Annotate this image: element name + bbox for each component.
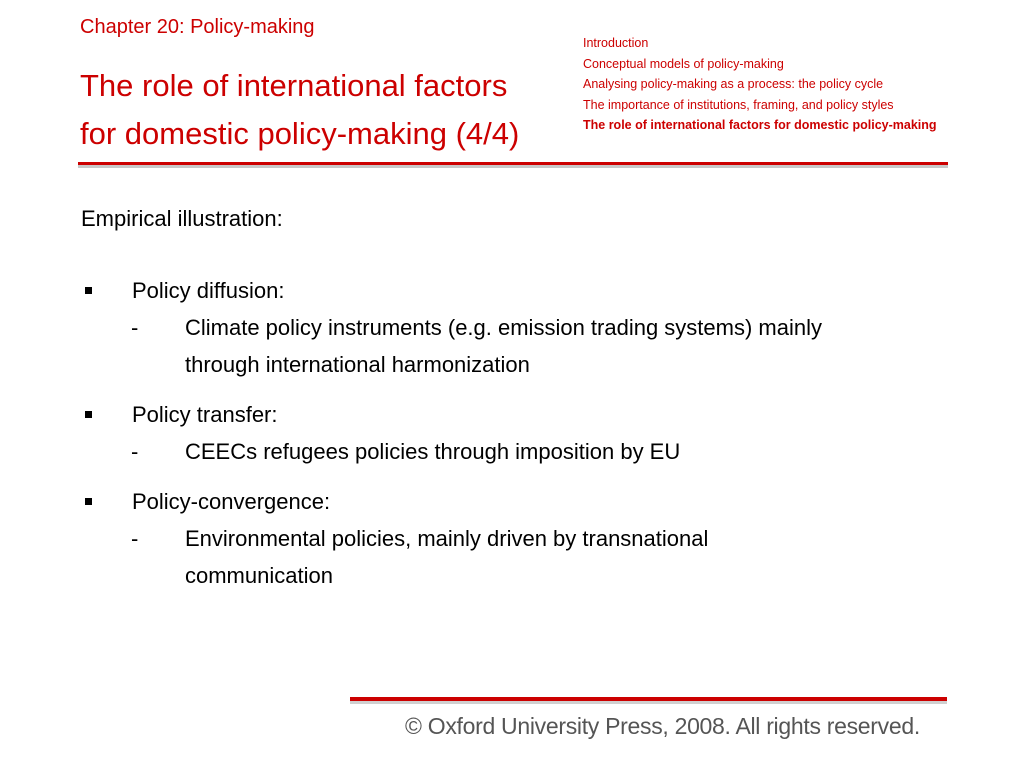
sub-point-line-2: communication xyxy=(185,563,333,588)
square-bullet-icon xyxy=(85,411,92,418)
dash-marker: - xyxy=(131,526,139,551)
square-bullet-icon xyxy=(85,498,92,505)
nav-item-policy-cycle[interactable]: Analysing policy-making as a process: the policy cycle xyxy=(583,77,884,91)
section-nav xyxy=(583,33,937,136)
sub-point xyxy=(81,520,961,594)
sub-point-line-1: Environmental policies, mainly driven by transnational xyxy=(185,526,709,551)
bullet-label: Policy diffusion: xyxy=(132,278,285,303)
slide-title xyxy=(80,62,519,158)
footer-divider-grey xyxy=(350,701,947,704)
bullet-label: Policy transfer: xyxy=(132,402,278,427)
sub-point xyxy=(81,433,961,470)
slide-body xyxy=(81,202,961,608)
nav-item-conceptual-models[interactable]: Conceptual models of policy-making xyxy=(583,56,784,71)
intro-text: Empirical illustration: xyxy=(81,206,283,231)
slide-title-line-2: for domestic policy-making (4/4) xyxy=(80,116,520,151)
bullet-policy-convergence xyxy=(81,484,961,594)
bullet-label: Policy-convergence: xyxy=(132,489,331,514)
header-divider xyxy=(78,162,948,165)
sub-point-line-1: CEECs refugees policies through imposition by EU xyxy=(185,439,681,464)
sub-point-line-1: Climate policy instruments (e.g. emission trading systems) mainly xyxy=(185,315,822,340)
slide-title-line-1: The role of international factors xyxy=(80,68,508,103)
nav-item-introduction[interactable]: Introduction xyxy=(583,36,649,50)
bullet-policy-diffusion xyxy=(81,273,961,383)
header-divider-grey xyxy=(78,165,948,168)
sub-point-line-2: through international harmonization xyxy=(185,352,530,377)
copyright-notice: © Oxford University Press, 2008. All rights reserved. xyxy=(405,713,920,739)
dash-marker: - xyxy=(131,439,139,464)
bullet-policy-transfer xyxy=(81,397,961,470)
nav-item-institutions[interactable]: The importance of institutions, framing, and policy styles xyxy=(583,97,894,112)
square-bullet-icon xyxy=(85,287,92,294)
nav-item-international-factors[interactable]: The role of international factors for domestic policy-making xyxy=(583,118,937,132)
sub-point xyxy=(81,309,961,383)
dash-marker: - xyxy=(131,315,139,340)
chapter-label: Chapter 20: Policy-making xyxy=(80,16,315,38)
